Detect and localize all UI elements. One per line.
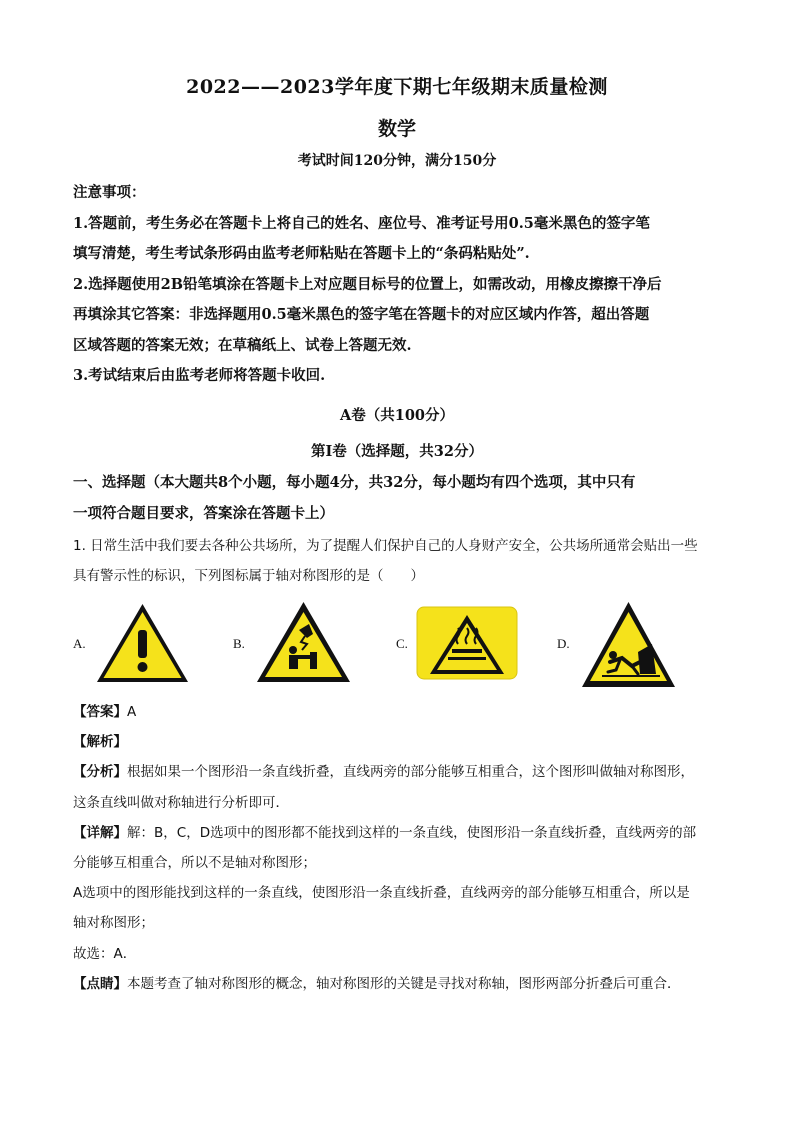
section-line: 一项符合题目要求，答案涂在答题卡上） [73, 504, 334, 522]
subject-title: 数学 [377, 118, 416, 140]
analysis-line [73, 727, 733, 757]
hot-surface-warning-icon [416, 606, 518, 680]
xiangjie-tag: 【详解】 [73, 824, 127, 841]
fenxi-text: 根据如果一个图形沿一条直线折叠，直线两旁的部分能够互相重合，这个图形叫做轴对称图形， [127, 764, 694, 781]
xiangjie-line [73, 818, 733, 848]
question-line: 1. 日常生活中我们要去各种公共场所，为了提醒人们保护自己的人身财产安全，公共场所通常会贴出一些 [73, 538, 698, 554]
solution-block [73, 697, 733, 999]
option-a-label: A. [73, 636, 86, 651]
notes-line: 填写清楚，考生考试条形码由监考老师粘贴在答题卡上的“条码粘贴处”. [73, 245, 530, 262]
question-1-stem [73, 531, 733, 591]
notes-line: 再填涂其它答案：非选择题用0.5毫米黑色的签字笔在答题卡的对应区域内作答，超出答题 [73, 306, 650, 323]
section-heading [73, 468, 733, 529]
fenxi-tag: 【分析】 [73, 764, 127, 781]
xiangjie-line: A选项中的图形能找到这样的一条直线，使图形沿一条直线折叠，直线两旁的部分能够互相重合，所以是 [73, 885, 690, 902]
xiangjie-line: 故选：A． [73, 945, 137, 962]
option-d-label: D. [557, 636, 570, 651]
exclamation-warning-icon [95, 602, 190, 684]
answer-tag: 【答案】 [73, 704, 127, 720]
xiangjie-line: 分能够互相重合，所以不是轴对称图形； [73, 855, 316, 872]
notes-line: 区域答题的答案无效；在草稿纸上、试卷上答题无效. [73, 336, 412, 354]
option-c-label: C. [396, 636, 408, 651]
notes-line: 3.考试结束后由监考老师将答题卡收回. [73, 367, 326, 384]
part-one-heading: 第I卷（选择题，共32分） [311, 443, 483, 460]
falling-object-warning-icon [255, 600, 352, 684]
answer-value: A [127, 704, 137, 720]
exam-time-info: 考试时间120分钟，满分150分 [297, 153, 497, 169]
notes-line: 1.答题前，考生务必在答题卡上将自己的姓名、座位号、准考证号用0.5毫米黑色的签字笔 [73, 214, 650, 232]
exam-title: 2022——2023学年度下期七年级期末质量检测 [186, 76, 608, 98]
question-line: 具有警示性的标识，下列图标属于轴对称图形的是（ ） [73, 568, 424, 584]
fenxi-line [73, 757, 733, 787]
notes-block [73, 178, 733, 392]
xiangjie-line: 轴对称图形； [73, 915, 154, 932]
dianjing-line [73, 969, 733, 999]
analysis-tag: 【解析】 [73, 734, 127, 751]
xiangjie-text: 解：B，C，D选项中的图形都不能找到这样的一条直线，使图形沿一条直线折叠，直线两旁的部 [127, 824, 697, 841]
answer-line [73, 697, 733, 727]
section-line: 一、选择题（本大题共8个小题，每小题4分，共32分，每小题均有四个选项，其中只有 [73, 474, 636, 491]
dianjing-tag: 【点睛】 [73, 975, 127, 992]
notes-heading: 注意事项： [73, 184, 146, 201]
option-b-label: B. [233, 636, 245, 651]
dianjing-text: 本题考查了轴对称图形的概念，轴对称图形的关键是寻找对称轴，图形两部分折叠后可重合． [127, 975, 681, 992]
notes-line: 2.选择题使用2B铅笔填涂在答题卡上对应题目标号的位置上，如需改动，用橡皮擦擦干净后 [73, 275, 662, 293]
fenxi-line: 这条直线叫做对称轴进行分析即可． [73, 794, 289, 811]
slip-hazard-warning-icon [580, 600, 677, 689]
volume-a-heading: A卷（共100分） [339, 407, 455, 424]
